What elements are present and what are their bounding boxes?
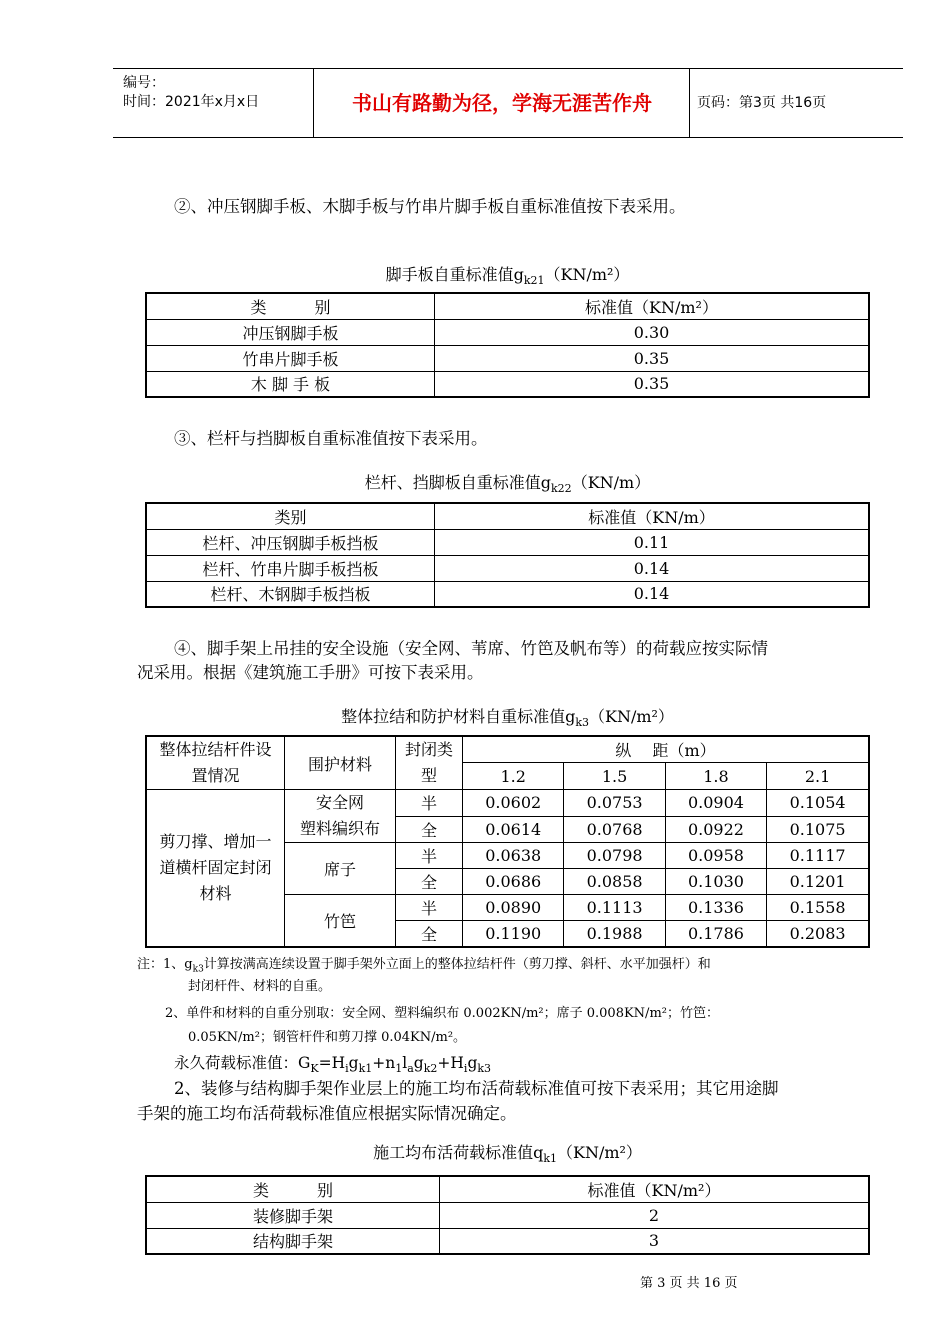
table3	[145, 735, 870, 948]
table-cell: 0.0922	[665, 816, 766, 843]
header-motto: 书山有路勤为径，学海无涯苦作舟	[352, 91, 652, 115]
table-cell: 0.0904	[665, 790, 766, 817]
table-cell: 0.0753	[564, 790, 665, 817]
table-cell: 剪刀撑、增加一道横杆固定封闭材料	[146, 790, 285, 947]
header-meta	[113, 69, 313, 137]
table-header-cell: 纵 距（m）	[463, 736, 870, 763]
table-cell: 栏杆、竹串片脚手板挡板	[146, 555, 435, 581]
note-2-line2: 0.05KN/m²；钢管杆件和剪刀撑 0.04KN/m²。	[188, 1030, 467, 1045]
table-header-cell: 标准值（KN/m）	[435, 503, 870, 529]
table-cell: 0.1558	[767, 895, 869, 921]
table-row	[146, 790, 869, 817]
table-cell: 0.2083	[767, 921, 869, 947]
table-cell: 0.0958	[665, 843, 766, 869]
table-cell: 竹串片脚手板	[146, 345, 435, 371]
table-cell: 冲压钢脚手板	[146, 319, 435, 345]
paragraph-4-line1: ④、脚手架上吊挂的安全设施（安全网、苇席、竹笆及帆布等）的荷载应按实际情	[174, 639, 768, 658]
table-cell: 全	[396, 816, 463, 843]
table-cell: 全	[396, 921, 463, 947]
table-header-cell: 标准值（KN/m²）	[440, 1176, 870, 1202]
table-cell: 半	[396, 895, 463, 921]
table-header-cell: 整体拉结杆件设置情况	[146, 736, 285, 790]
table-row	[146, 581, 869, 607]
table-row	[146, 555, 869, 581]
table-header-row	[146, 1176, 869, 1202]
table-cell: 0.1786	[665, 921, 766, 947]
table-cell: 竹笆	[285, 895, 396, 947]
table-row	[146, 529, 869, 555]
table-cell: 0.1030	[665, 869, 766, 895]
table-cell: 全	[396, 869, 463, 895]
table-cell: 3	[440, 1228, 870, 1254]
table-row	[146, 1202, 869, 1228]
material-label: 安全网	[315, 793, 364, 812]
table-cell: 2	[440, 1202, 870, 1228]
spacing-header-cell: 2.1	[767, 763, 869, 790]
table-cell: 0.0602	[463, 790, 564, 817]
table-cell: 0.1190	[463, 921, 564, 947]
table-cell: 0.14	[435, 581, 870, 607]
table-cell: 装修脚手架	[146, 1202, 440, 1228]
table-cell: 0.11	[435, 529, 870, 555]
header-divider	[313, 69, 314, 137]
paragraph-live-load-line2: 手架的施工均布活荷载标准值应根据实际情况确定。	[137, 1104, 517, 1123]
note-1: 注：1、$g_{k3}$计算按满高连续设置于脚手架外立面上的整体拉结杆件（剪刀撑、斜杆、水平加强杆）和	[137, 957, 711, 975]
document-number-label: 编号：	[123, 75, 165, 91]
table-cell: 半	[396, 843, 463, 869]
table-row	[146, 1228, 869, 1254]
table-cell: 0.1075	[767, 816, 869, 843]
page-footer: 第 3 页 共 16 页	[640, 1276, 738, 1291]
page-header	[113, 68, 903, 138]
table-cell: 结构脚手架	[146, 1228, 440, 1254]
table3-caption: 整体拉结和防护材料自重标准值$g_{k3}(KN/m^2)$	[341, 707, 674, 730]
table-header-row	[146, 736, 869, 763]
table-row	[146, 345, 869, 371]
table-header-cell: 围护材料	[285, 736, 396, 790]
table-cell: 栏杆、冲压钢脚手板挡板	[146, 529, 435, 555]
spacing-header-cell: 1.5	[564, 763, 665, 790]
table-cell: 0.0768	[564, 816, 665, 843]
header-divider	[689, 69, 690, 137]
table-cell: 0.0858	[564, 869, 665, 895]
table-cell: 0.14	[435, 555, 870, 581]
table-cell: 0.35	[435, 345, 870, 371]
table-cell: 席子	[285, 843, 396, 895]
table2	[145, 502, 870, 608]
material-label: 塑料编织布	[299, 819, 380, 838]
table-header-cell: 类别	[146, 503, 435, 529]
paragraph-4-line2: 况采用。根据《建筑施工手册》可按下表采用。	[137, 663, 484, 682]
table-cell: 半	[396, 790, 463, 817]
table-header-cell: 标准值（KN/m²）	[435, 293, 870, 319]
table-cell: 0.0798	[564, 843, 665, 869]
table-cell: 0.0638	[463, 843, 564, 869]
table-row	[146, 371, 869, 397]
table-cell: 0.0614	[463, 816, 564, 843]
paragraph-2: ②、冲压钢脚手板、木脚手板与竹串片脚手板自重标准值按下表采用。	[174, 197, 686, 216]
table-cell: 0.1054	[767, 790, 869, 817]
table-cell: 栏杆、木钢脚手板挡板	[146, 581, 435, 607]
table-row	[146, 319, 869, 345]
table-cell: 0.1988	[564, 921, 665, 947]
table4	[145, 1175, 870, 1255]
table-cell: 0.1336	[665, 895, 766, 921]
table1-caption: 脚手板自重标准值$g_{k21}(KN/m^2)$	[385, 265, 630, 288]
table-cell: 0.35	[435, 371, 870, 397]
table-header-cell: 类 别	[146, 293, 435, 319]
table-cell	[285, 790, 396, 843]
table1	[145, 292, 870, 398]
note-2: 2、单件和材料的自重分别取：安全网、塑料编织布 0.002KN/m²；席子 0.008KN/m²；竹笆：	[165, 1006, 719, 1021]
paragraph-live-load-line1: 2、装修与结构脚手架作业层上的施工均布活荷载标准值可按下表采用；其它用途脚	[174, 1079, 779, 1098]
spacing-header-cell: 1.8	[665, 763, 766, 790]
table-cell: 0.30	[435, 319, 870, 345]
table-header-cell: 封闭类型	[396, 736, 463, 790]
table-cell: 0.0890	[463, 895, 564, 921]
permanent-load-formula: 永久荷载标准值：$G_K=H_ig_{k1}+n_1l_ag_{k2}+H_ig_{k3}$	[174, 1054, 492, 1076]
table-cell: 0.0686	[463, 869, 564, 895]
table-header-cell: 类 别	[146, 1176, 440, 1202]
document-time-label: 时间：2021年x月x日	[123, 94, 260, 110]
table-cell: 木 脚 手 板	[146, 371, 435, 397]
paragraph-3: ③、栏杆与挡脚板自重标准值按下表采用。	[174, 429, 488, 448]
table-cell: 0.1117	[767, 843, 869, 869]
table2-caption: 栏杆、挡脚板自重标准值$g_{k22}(KN/m)$	[364, 473, 651, 496]
table-header-row	[146, 503, 869, 529]
spacing-header-cell: 1.2	[463, 763, 564, 790]
header-page-number: 页码：第3页 共16页	[697, 95, 827, 111]
note-1-line2: 封闭杆件、材料的自重。	[188, 979, 332, 994]
table4-caption: 施工均布活荷载标准值$q_{k1}(KN/m^2)$	[373, 1143, 642, 1166]
table-cell: 0.1201	[767, 869, 869, 895]
table-header-row	[146, 293, 869, 319]
table-cell: 0.1113	[564, 895, 665, 921]
